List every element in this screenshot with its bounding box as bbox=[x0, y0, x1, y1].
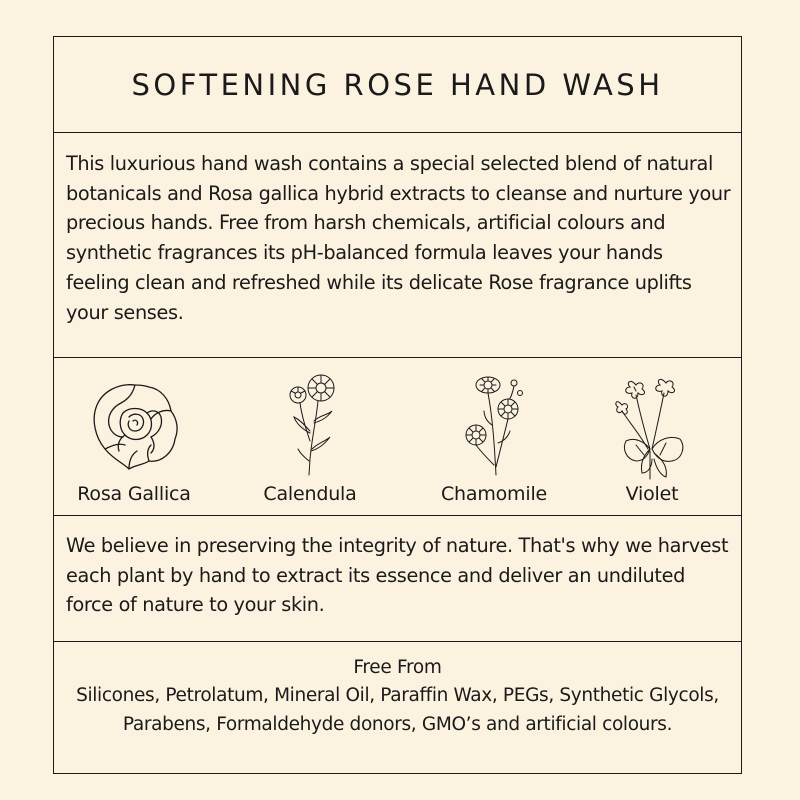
product-title: SOFTENING ROSE HAND WASH bbox=[131, 67, 664, 102]
free-from-heading: Free From bbox=[353, 657, 442, 678]
rose-icon bbox=[89, 379, 181, 474]
title-section bbox=[54, 37, 741, 132]
botanical-violet bbox=[614, 377, 690, 483]
botanical-label-rosa-gallica: Rosa Gallica bbox=[77, 483, 191, 505]
chamomile-icon bbox=[462, 375, 538, 481]
divider bbox=[54, 641, 741, 642]
botanical-label-calendula: Calendula bbox=[263, 483, 357, 505]
product-info-card bbox=[53, 36, 742, 774]
belief-section bbox=[66, 531, 731, 620]
divider bbox=[54, 357, 741, 358]
botanical-label-chamomile: Chamomile bbox=[440, 483, 548, 505]
botanical-calendula bbox=[276, 371, 346, 481]
violet-icon bbox=[614, 377, 690, 481]
product-description: This luxurious hand wash contains a special selected blend of natural botanicals and Rosa gallica hybrid extracts to cleanse and nurture your precious hands. Free from harsh chemicals, artificial colours and synthetic fragrances its pH-balanced formula leaves your hands feeling clean and refreshed while its delicate Rose fragrance uplifts your senses. bbox=[66, 152, 731, 324]
belief-statement: We believe in preserving the integrity of nature. That's why we harvest each plant by hand to extract its essence and deliver an undiluted force of nature to your skin. bbox=[66, 534, 729, 616]
botanical-chamomile bbox=[462, 375, 538, 483]
free-from-section bbox=[54, 654, 741, 739]
divider bbox=[54, 515, 741, 516]
divider bbox=[54, 132, 741, 133]
botanical-label-violet: Violet bbox=[625, 483, 679, 505]
botanical-rosa-gallica bbox=[89, 379, 179, 479]
description-section bbox=[66, 149, 731, 327]
calendula-icon bbox=[276, 371, 346, 481]
botanicals-section bbox=[54, 359, 741, 515]
free-from-list: Silicones, Petrolatum, Mineral Oil, Paraffin Wax, PEGs, Synthetic Glycols, Parabens, Formaldehyde donors, GMO’s and artificial colours. bbox=[76, 685, 719, 735]
